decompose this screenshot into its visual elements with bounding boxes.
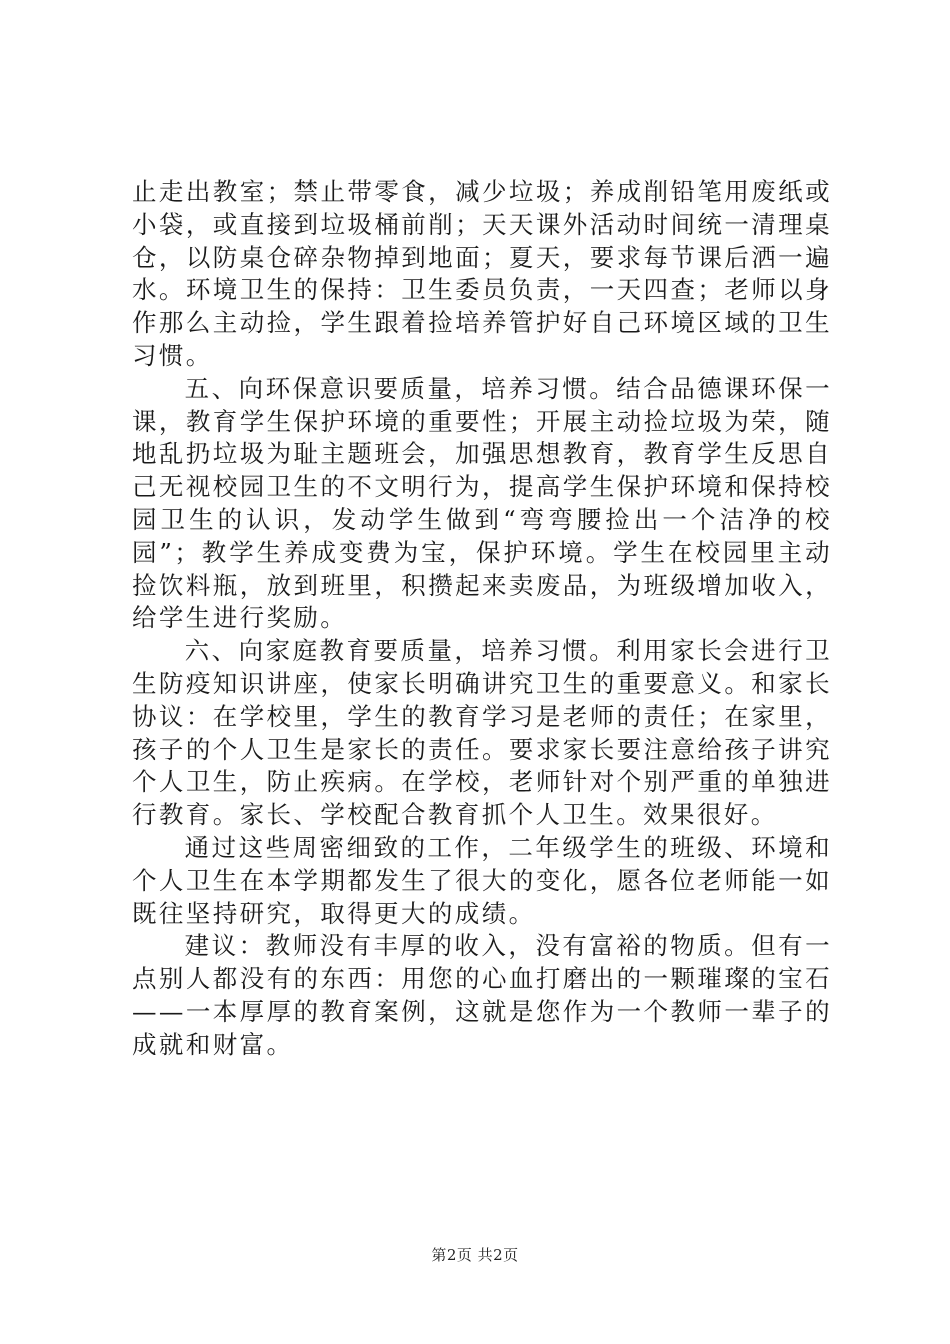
paragraph-section-six: 六、向家庭教育要质量，培养习惯。利用家长会进行卫生防疫知识讲座，使家长明确讲究卫生的重要意义。和家长协议：在学校里，学生的教育学习是老师的责任；在家里，孩子的个人卫生是家长的责任。要求家长要注意给孩子讲究个人卫生，防止疾病。在学校，老师针对个别严重的单独进行教育。家长、学校配合教育抓个人卫生。效果很好。	[132, 636, 832, 830]
paragraph-continuation: 止走出教室；禁止带零食，减少垃圾；养成削铅笔用废纸或小袋，或直接到垃圾桶前削；天天课外活动时间统一清理桌仓，以防桌仓碎杂物掉到地面；夏天，要求每节课后洒一遍水。环境卫生的保持：卫生委员负责，一天四查；老师以身作那么主动捡，学生跟着捡培养管护好自己环境区域的卫生习惯。	[132, 177, 832, 370]
paragraph-summary: 通过这些周密细致的工作，二年级学生的班级、环境和个人卫生在本学期都发生了很大的变化，愿各位老师能一如既往坚持研究，取得更大的成绩。	[132, 832, 832, 928]
paragraph-suggestion: 建议：教师没有丰厚的收入，没有富裕的物质。但有一点别人都没有的东西：用您的心血打磨出的一颗璀璨的宝石——一本厚厚的教育案例，这就是您作为一个教师一辈子的成就和财富。	[132, 931, 832, 1059]
paragraph-section-five: 五、向环保意识要质量，培养习惯。结合品德课环保一课，教育学生保护环境的重要性；开展主动捡垃圾为荣，随地乱扔垃圾为耻主题班会，加强思想教育，教育学生反思自己无视校园卫生的不文明行为，提高学生保护环境和保持校园卫生的认识，发动学生做到“弯弯腰捡出一个洁净的校园”；教学生养成变费为宝，保护环境。学生在校园里主动捡饮料瓶，放到班里，积攒起来卖废品，为班级增加收入，给学生进行奖励。	[132, 373, 832, 633]
page-footer: 第2页 共2页	[431, 1246, 519, 1264]
document-body	[132, 176, 832, 1062]
